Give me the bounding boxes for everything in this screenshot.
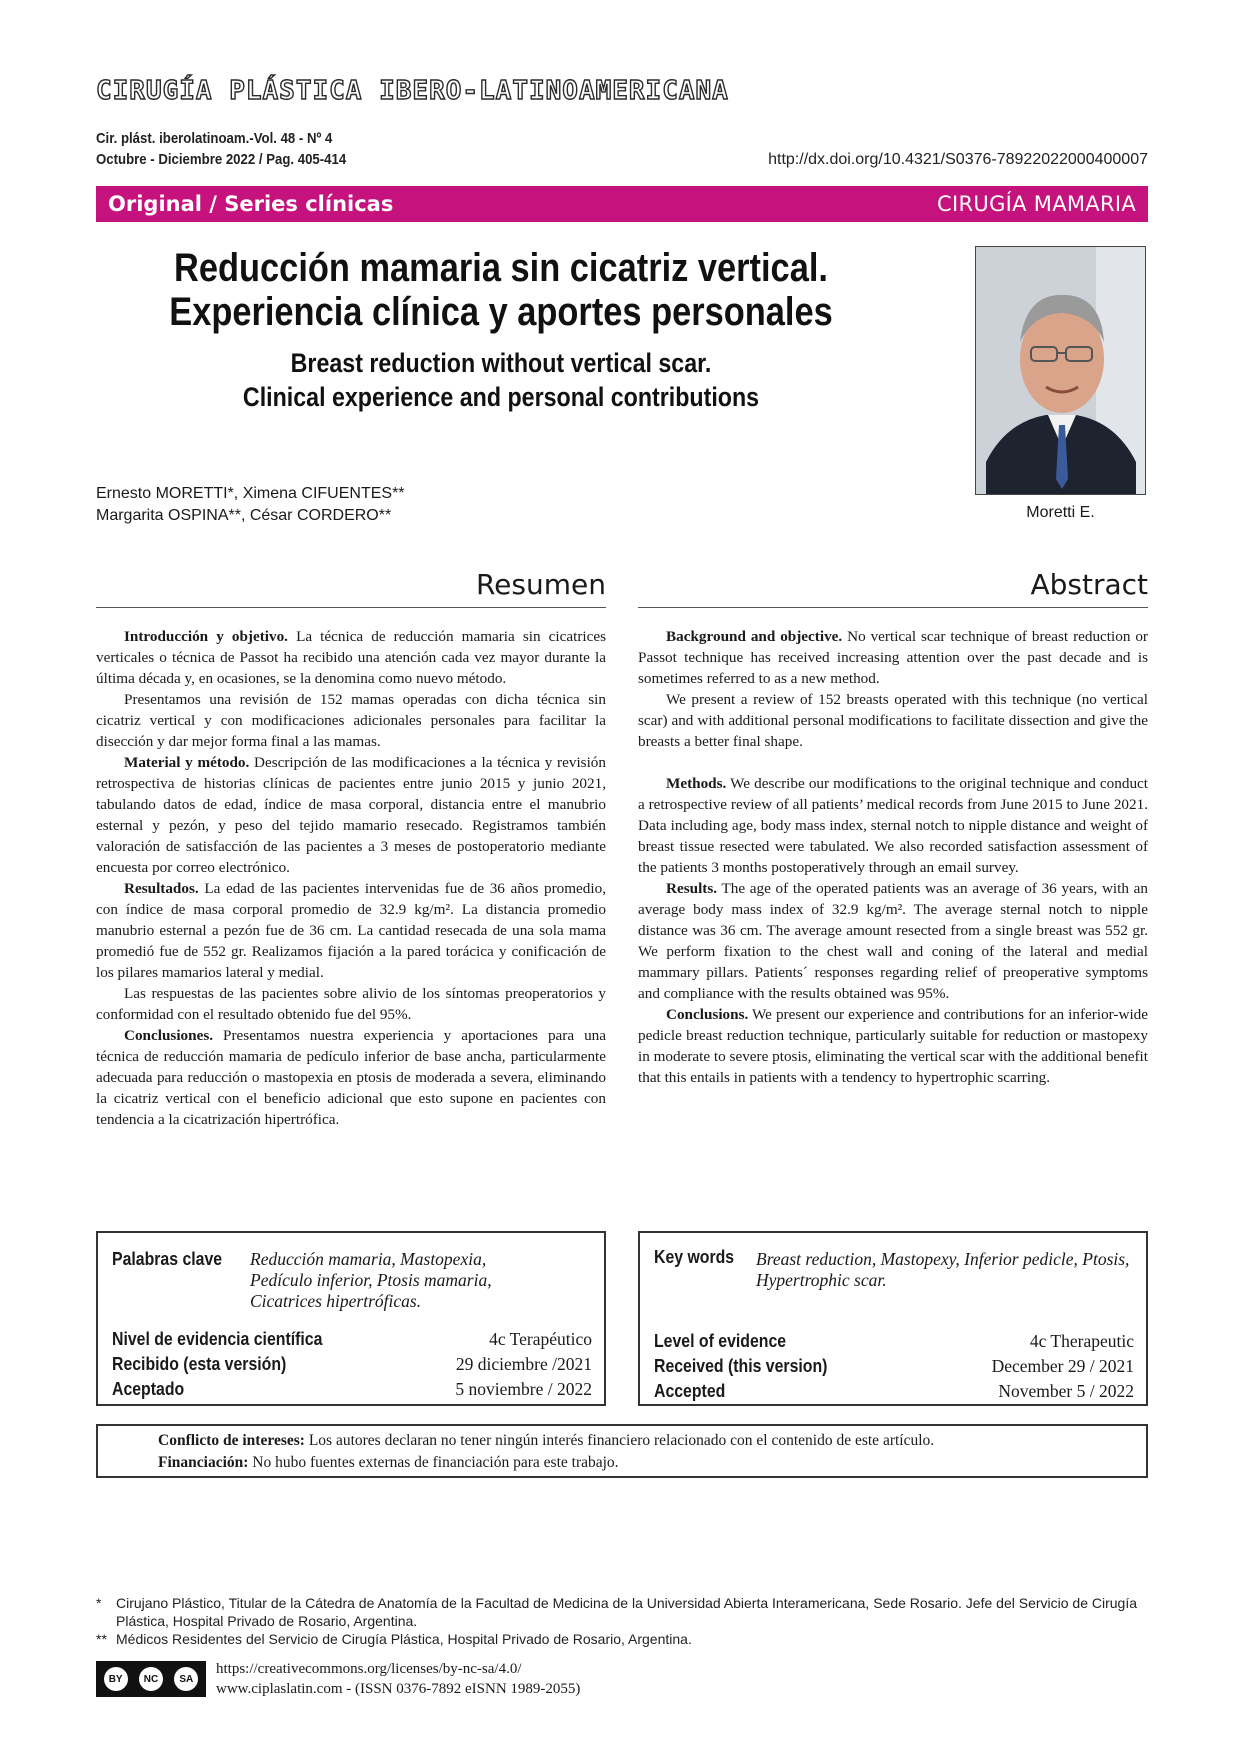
paragraph-text: Presentamos nuestra experiencia y aportaciones para una técnica de reducción mamaria de pedículo inferior de base ancha, particularmente adecuada para reducción o mastopexia en ptosis de moderada a severa, eliminando la cicatriz vertical con el beneficio adicional que esto supone en pacientes con tendencia a la cicatrización hipertrófica. bbox=[96, 1027, 606, 1128]
resumen-body bbox=[96, 626, 606, 1130]
received-value: December 29 / 2021 bbox=[991, 1356, 1134, 1376]
footnote-1 bbox=[96, 1594, 1148, 1630]
section-band bbox=[96, 186, 1148, 222]
title-en-line2: Clinical experience and personal contributions bbox=[242, 382, 760, 412]
footnote-2 bbox=[96, 1630, 1148, 1648]
cc-label: BY bbox=[104, 1667, 128, 1691]
paragraph-label: Results. bbox=[666, 880, 718, 897]
conflict-line bbox=[158, 1430, 1146, 1452]
citation-pages: Octubre - Diciembre 2022 / Pag. 405-414 bbox=[96, 151, 347, 168]
resumen-paragraph bbox=[96, 752, 606, 878]
keywords-box-en bbox=[638, 1231, 1148, 1406]
paragraph-label: Material y método. bbox=[124, 754, 250, 771]
citation-volume: Cir. plást. iberolatinoam.-Vol. 48 - Nº 4 bbox=[96, 130, 333, 147]
resumen-paragraph: Las respuestas de las pacientes sobre alivio de los síntomas preoperatorios y conformidad con el resultado obtenido fue del 95%. bbox=[96, 985, 606, 1023]
photo-caption: Moretti E. bbox=[1026, 504, 1095, 521]
title-es-line1: Reducción mamaria sin cicatriz vertical. bbox=[174, 246, 828, 290]
resumen-heading: Resumen bbox=[96, 568, 606, 608]
abstract-paragraph bbox=[638, 773, 1148, 878]
license-link[interactable]: https://creativecommons.org/licenses/by-nc-sa/4.0/ bbox=[216, 1661, 522, 1677]
evidence-value: 4c Terapéutico bbox=[489, 1329, 592, 1349]
conflict-text: Los autores declaran no tener ningún interés financiero relacionado con el contenido de este artículo. bbox=[304, 1432, 935, 1449]
section-label: Original / Series clínicas bbox=[108, 192, 394, 216]
paragraph-text: La edad de las pacientes intervenidas fue de 36 años promedio, con índice de masa corporal promedio de 32.9 kg/m². La distancia promedio manubrio esternal a pezón fue de 36 cm. La cantidad resecada de una sola mama promedió fue de 552 gr. Realizamos fijación a la pared torácica y conificación de los pilares mamarios lateral y medial. bbox=[96, 880, 606, 981]
footer-text bbox=[216, 1659, 580, 1699]
footnote-mark: ** bbox=[96, 1631, 107, 1647]
abstract-body bbox=[638, 626, 1148, 1088]
evidence-row bbox=[112, 1329, 592, 1350]
received-row bbox=[654, 1356, 1134, 1377]
paragraph-text: The age of the operated patients was an average of 36 years, with an average body mass index of 32.9 kg/m². The average sternal notch to nipple distance was 36 cm. The average amount resected from a single breast was 552 gr. We perform fixation to the chest wall and coning of the lateral and medial mammary pillars. Patients´ responses regarding relief of preoperative symptoms and compliance with the results obtained was 95%. bbox=[638, 880, 1148, 1002]
evidence-label: Level of evidence bbox=[654, 1331, 787, 1351]
keywords-value: Reducción mamaria, Mastopexia, Pedículo inferior, Ptosis mamaria, Cicatrices hipertróficas. bbox=[250, 1249, 492, 1311]
resumen-paragraph: Presentamos una revisión de 152 mamas operadas con dicha técnica sin cicatriz vertical y con modificaciones adicionales personales para facilitar la disección y dar mejor forma final a las mamas. bbox=[96, 691, 606, 750]
author-photo bbox=[975, 246, 1146, 495]
resumen-paragraph bbox=[96, 626, 606, 689]
received-label: Received (this version) bbox=[654, 1356, 828, 1376]
title-es-line2: Experiencia clínica y aportes personales bbox=[169, 290, 833, 334]
conflict-of-interest-box bbox=[96, 1424, 1148, 1478]
received-value: 29 diciembre /2021 bbox=[455, 1354, 592, 1374]
paragraph-text: No vertical scar technique of breast reduction or Passot technique has received increasing attention over the past decade and is sometimes referred to as a new method. bbox=[638, 628, 1148, 687]
accepted-label: Accepted bbox=[654, 1381, 726, 1401]
abstract-paragraph bbox=[638, 878, 1148, 1004]
paragraph-text: We describe our modifications to the original technique and conduct a retrospective review of all patients’ medical records from June 2015 to June 2021. Data including age, body mass index, sternal notch to nipple distance and weight of breast tissue resected were tabulated. We also recorded satisfaction assessment of the patients 3 months postoperatively through an email survey. bbox=[638, 775, 1148, 876]
creative-commons-icon[interactable] bbox=[96, 1661, 206, 1697]
footnote-mark: * bbox=[96, 1595, 102, 1611]
accepted-value: 5 noviembre / 2022 bbox=[455, 1379, 592, 1399]
paragraph-text: La técnica de reducción mamaria sin cicatrices verticales o técnica de Passot ha recibido una atención cada vez mayor durante la última década y, en ocasiones, se la denomina como nuevo método. bbox=[96, 628, 606, 687]
abstract-heading: Abstract bbox=[638, 568, 1148, 608]
accepted-row bbox=[654, 1381, 1134, 1402]
paragraph-text: We present our experience and contributions for an inferior-wide pedicle breast reduction technique, particularly suitable for reduction or mastopexy in moderate to severe ptosis, eliminating the vertical scar with the additional benefit that this entails in patients with a tendency to hypertrophic scarring. bbox=[638, 1006, 1148, 1086]
authors-line2: Margarita OSPINA**, César CORDERO** bbox=[96, 507, 392, 524]
paragraph-label: Conclusiones. bbox=[124, 1027, 214, 1044]
footnote-text: Cirujano Plástico, Titular de la Cátedra de Anatomía de la Facultad de Medicina de la Universidad Abierta Interamericana, Sede Rosario. Jefe del Servicio de Cirugía Plástica, Hospital Privado de Rosario, Argentina. bbox=[116, 1595, 1138, 1629]
title-en-line1: Breast reduction without vertical scar. bbox=[290, 348, 712, 378]
keywords-label: Key words bbox=[654, 1247, 735, 1267]
title-english bbox=[153, 346, 850, 414]
paragraph-label: Resultados. bbox=[124, 880, 199, 897]
conflict-label: Conflicto de intereses: bbox=[158, 1432, 305, 1449]
keywords-value: Breast reduction, Mastopexy, Inferior pedicle, Ptosis, Hypertrophic scar. bbox=[756, 1249, 1130, 1290]
footnote-text: Médicos Residentes del Servicio de Cirugía Plástica, Hospital Privado de Rosario, Argentina. bbox=[116, 1631, 692, 1647]
accepted-label: Aceptado bbox=[112, 1379, 185, 1399]
cc-label: SA bbox=[174, 1667, 198, 1691]
resumen-paragraph bbox=[96, 1025, 606, 1130]
cc-label: NC bbox=[139, 1667, 163, 1691]
accepted-value: November 5 / 2022 bbox=[998, 1381, 1134, 1401]
evidence-row bbox=[654, 1331, 1134, 1352]
received-row bbox=[112, 1354, 592, 1375]
abstract-paragraph: We present a review of 152 breasts operated with this technique (no vertical scar) and with additional personal modifications to facilitate dissection and give the breasts a better final shape. bbox=[638, 691, 1148, 750]
site-line[interactable]: www.ciplaslatin.com - (ISSN 0376-7892 eISNN 1989-2055) bbox=[216, 1681, 581, 1697]
author-portrait-icon bbox=[976, 247, 1146, 495]
category-label: CIRUGÍA MAMARIA bbox=[937, 192, 1136, 216]
abstract-paragraph bbox=[638, 1004, 1148, 1088]
paragraph-label: Methods. bbox=[666, 775, 727, 792]
keywords-box-es bbox=[96, 1231, 606, 1406]
paragraph-label: Introducción y objetivo. bbox=[124, 628, 288, 645]
abstract-paragraph bbox=[638, 626, 1148, 689]
keywords-label: Palabras clave bbox=[112, 1249, 223, 1269]
resumen-paragraph bbox=[96, 878, 606, 983]
received-label: Recibido (esta versión) bbox=[112, 1354, 287, 1374]
funding-text: No hubo fuentes externas de financiación para este trabajo. bbox=[248, 1454, 619, 1471]
paragraph-label: Conclusions. bbox=[666, 1006, 749, 1023]
paragraph-label: Background and objective. bbox=[666, 628, 843, 645]
funding-line bbox=[158, 1452, 1146, 1474]
evidence-label: Nivel de evidencia científica bbox=[112, 1329, 323, 1349]
journal-name: CIRUGÍA PLÁSTICA IBERO-LATINOAMERICANA bbox=[96, 76, 729, 106]
paragraph-text: Descripción de las modificaciones a la técnica y revisión retrospectiva de historias clínicas de pacientes entre junio 2015 y junio 2021, tabulando datos de edad, índice de masa corporal, distancia entre el manubrio esternal y pezón, y peso del tejido mamario resecado. Registramos también valoración de satisfacción de las pacientes a 3 meses de postoperatorio mediante encuesta por correo electrónico. bbox=[96, 754, 606, 876]
doi-link[interactable]: http://dx.doi.org/10.4321/S0376-78922022000400007 bbox=[768, 151, 1148, 168]
funding-label: Financiación: bbox=[158, 1454, 249, 1471]
authors-line1: Ernesto MORETTI*, Ximena CIFUENTES** bbox=[96, 485, 405, 502]
footnotes bbox=[96, 1594, 1148, 1648]
accepted-row bbox=[112, 1379, 592, 1400]
page-footer bbox=[96, 1659, 580, 1699]
title-spanish bbox=[153, 246, 850, 334]
evidence-value: 4c Therapeutic bbox=[1029, 1331, 1134, 1351]
author-list bbox=[96, 483, 405, 527]
